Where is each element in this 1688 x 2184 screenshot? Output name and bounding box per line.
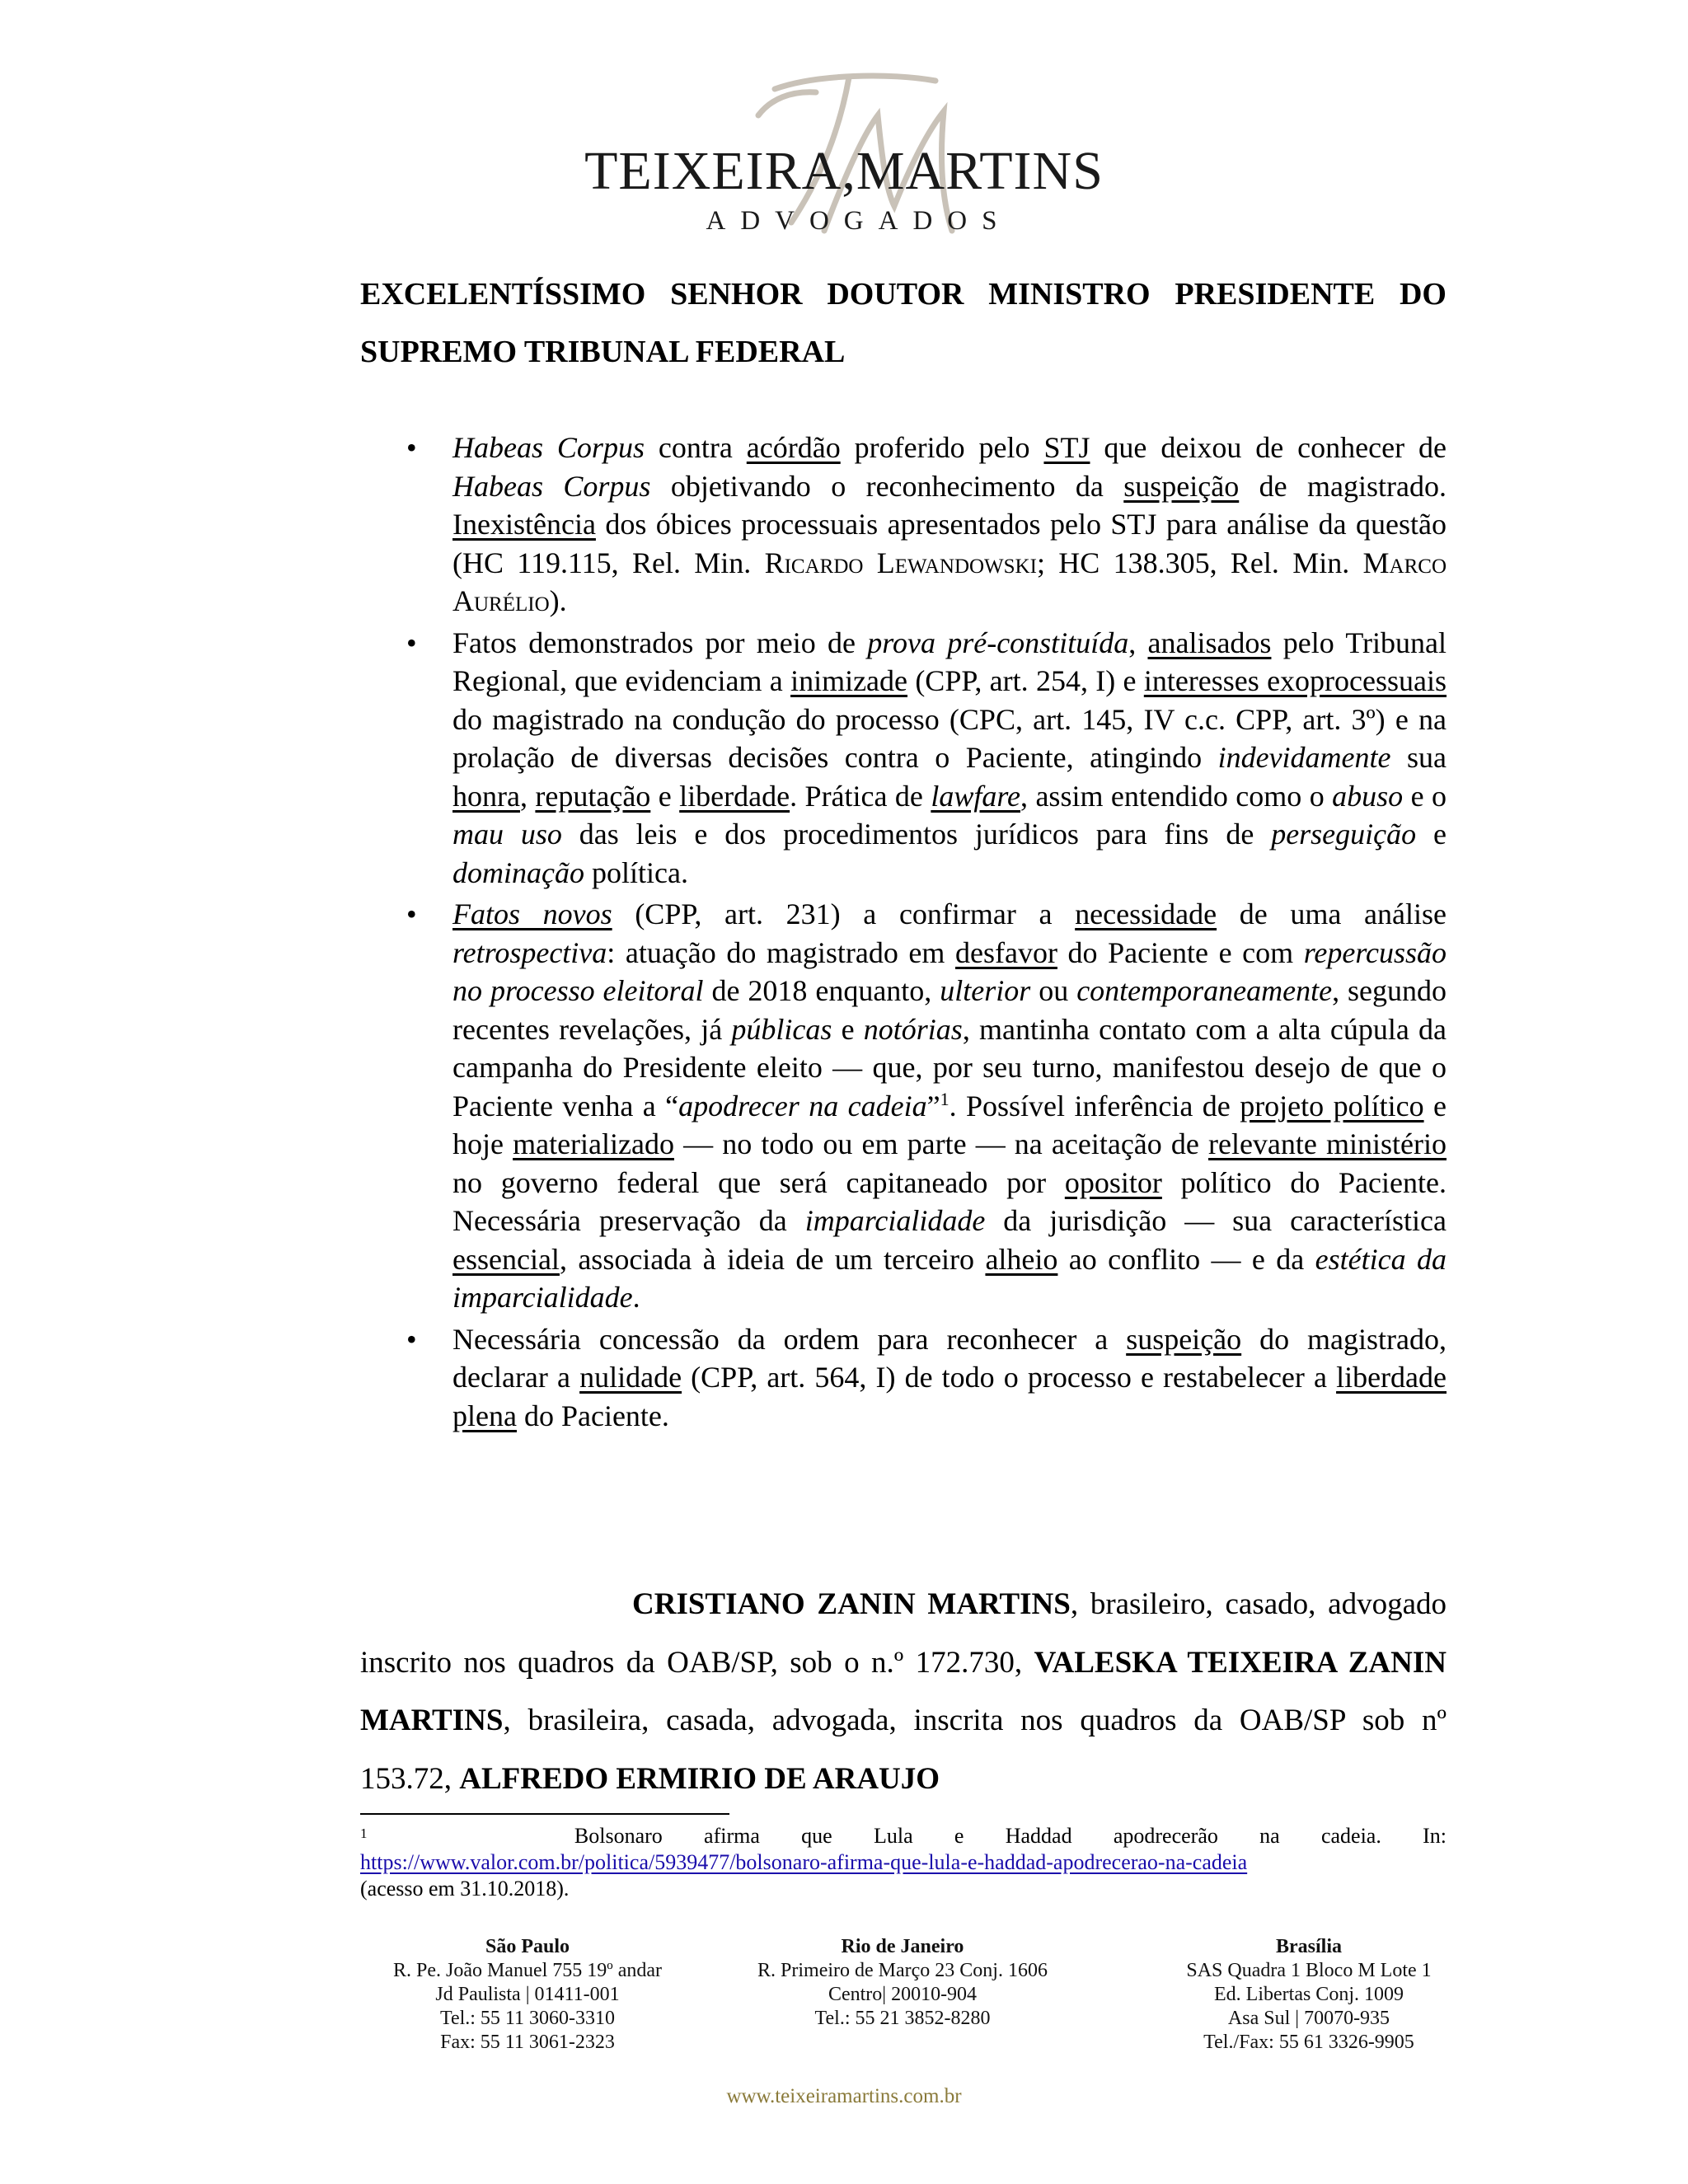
heading-line-2: SUPREMO TRIBUNAL FEDERAL [360,335,846,369]
summary-item: • Fatos novos (CPP, art. 231) a confirmar a necessidade de uma análise retrospectiva: atuação do magistrado em desfavor do Paciente e com repercussão no processo eleitoral de 2018 enquanto, ulterior ou contemporaneamente, segundo recentes revelações, já públicas e notórias, mantinha contato com a alta cúpula da campanha do Presidente eleito — que, por seu turno, manifestou desejo de que o Paciente venha a “apodrecer na cadeia”$^1$. Possível inferência de projeto político e hoje materializado — no todo ou em parte — na aceitação de relevante ministério no governo federal que será capitaneado por opositor político do Paciente. Necessária preservação da imparcialidade da jurisdição — sua característica essencial, associada à ideia de um terceiro alheio ao conflito — e da estética da imparcialidade. [452,895,1447,1317]
firm-name: TEIXEIRA,MARTINS [584,141,1104,201]
petition-body-paragraph: CRISTIANO ZANIN MARTINS, brasileiro, casado, advogado inscrito nos quadros da OAB/SP, sob o n.º 172.730, VALESKA TEIXEIRA ZANIN MARTINS, brasileira, casada, advogada, inscrita nos quadros da OAB/SP sob nº 153.72, ALFREDO ERMIRIO DE ARAUJO [360,1587,1447,1796]
summary-list [452,429,1447,1438]
office-rio-de-janeiro: Rio de Janeiro R. Primeiro de Março 23 Conj. 1606 Centro| 20010-904 Tel.: 55 21 3852-8280 [757,1936,1048,2029]
footnote-access-date: (acesso em 31.10.2018). [360,1877,570,1900]
footer-offices [0,1935,1688,2067]
footnote-link[interactable]: https://www.valor.com.br/politica/5939477/bolsonaro-afirma-que-lula-e-haddad-apodrecerao-na-cadeia [360,1850,1248,1874]
firm-subtitle: ADVOGADOS [706,206,1012,236]
summary-item: • Necessária concessão da ordem para reconhecer a suspeição do magistrado, declarar a nulidade (CPP, art. 564, I) de todo o processo e restabelecer a liberdade plena do Paciente. [452,1320,1447,1436]
summary-item: • Habeas Corpus contra acórdão proferido pelo STJ que deixou de conhecer de Habeas Corpus objetivando o reconhecimento da suspeição de magistrado. Inexistência dos óbices processuais apresentados pelo STJ para análise da questão (HC 119.115, Rel. Min. Ricardo Lewandowski; HC 138.305, Rel. Min. Marco Aurélio). [452,429,1447,621]
footnote: $^1$ Bolsonaro afirma que Lula e Haddad apodrecerão na cadeia. In: https://www.valor.com.br/politica/5939477/bolsonaro-afirma-que-lula-e-haddad-apodrecerao-na-cadeia (acesso em 31.10.2018). [360,1824,1447,1900]
office-sao-paulo: São Paulo R. Pe. João Manuel 755 19º andar Jd Paulista | 01411-001 Tel.: 55 11 3060-3310 Fax: 55 11 3061-2323 [392,1936,663,2053]
letterhead [0,66,1688,243]
footnote-separator [360,1813,729,1815]
office-brasilia: Brasília SAS Quadra 1 Bloco M Lote 1 Ed. Libertas Conj. 1009 Asa Sul | 70070-935 Tel./Fax: 55 61 3326-9905 [1186,1936,1432,2053]
heading-line-1: EXCELENTÍSSIMO SENHOR DOUTOR MINISTRO PRESIDENTE DO [360,277,1447,312]
firm-website[interactable]: www.teixeiramartins.com.br [726,2085,962,2107]
footnote-ref[interactable]: 1 [940,1088,950,1109]
addressee-heading [360,265,1447,381]
summary-item: • Fatos demonstrados por meio de prova pré-constituída, analisados pelo Tribunal Regional, que evidenciam a inimizade (CPP, art. 254, I) e interesses exoprocessuais do magistrado na condução do processo (CPC, art. 145, IV c.c. CPP, art. 3º) e na prolação de diversas decisões contra o Paciente, atingindo indevidamente sua honra, reputação e liberdade. Prática de lawfare, assim entendido como o abuso e o mau uso das leis e dos procedimentos jurídicos para fins de perseguição e dominação política. [452,624,1447,893]
